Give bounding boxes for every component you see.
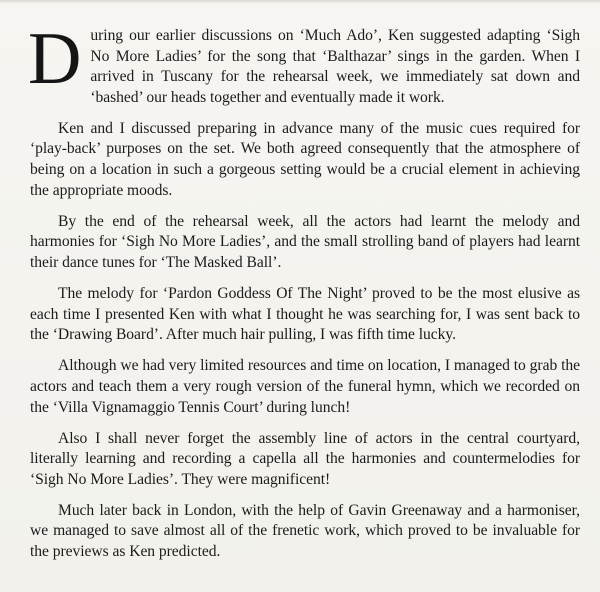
paragraph-1-text: uring our earlier discussions on ‘Much Ado’, Ken suggested adapting ‘Sigh No More Ladies’ for the song that ‘Balthazar’ sings in the garden. When I arrived in Tuscany for the rehearsal week, we immediately sat down and ‘bashed’ our heads together and eventually made it work. xyxy=(90,27,580,106)
drop-cap: D xyxy=(28,18,82,100)
page-edge-shadow xyxy=(0,0,600,4)
paragraph-1 xyxy=(28,18,580,108)
paragraph-3: By the end of the rehearsal week, all the actors had learnt the melody and harmonies for ‘Sigh No More Ladies’, and the small strolling band of players had learnt their dance tunes for ‘The Masked Ball’. xyxy=(30,212,580,271)
text-column xyxy=(28,18,580,573)
paragraph-6: Also I shall never forget the assembly line of actors in the central courtyard, literally learning and recording a capella all the harmonies and countermelodies for ‘Sigh No More Ladies’. They were magnificent! xyxy=(30,429,580,488)
paragraph-5: Although we had very limited resources and time on location, I managed to grab the actors and teach them a very rough version of the funeral hymn, which we recorded on the ‘Villa Vignamaggio Tennis Court’ during lunch! xyxy=(30,357,580,416)
paragraph-7: Much later back in London, with the help of Gavin Greenaway and a harmoniser, we managed to save almost all of the frenetic work, which proved to be invaluable for the previews as Ken predicted. xyxy=(30,501,580,561)
paragraph-2: Ken and I discussed preparing in advance many of the music cues required for ‘play-back’ purposes on the set. We both agreed consequently that the atmosphere of being on a location in such a gorgeous setting would be a crucial element in achieving the appropriate moods. xyxy=(30,119,580,199)
paragraph-4: The melody for ‘Pardon Goddess Of The Night’ proved to be the most elusive as each time I presented Ken with what I thought he was searching for, I was sent back to the ‘Drawing Board’. After much hair pulling, I was fifth time lucky. xyxy=(30,285,580,344)
